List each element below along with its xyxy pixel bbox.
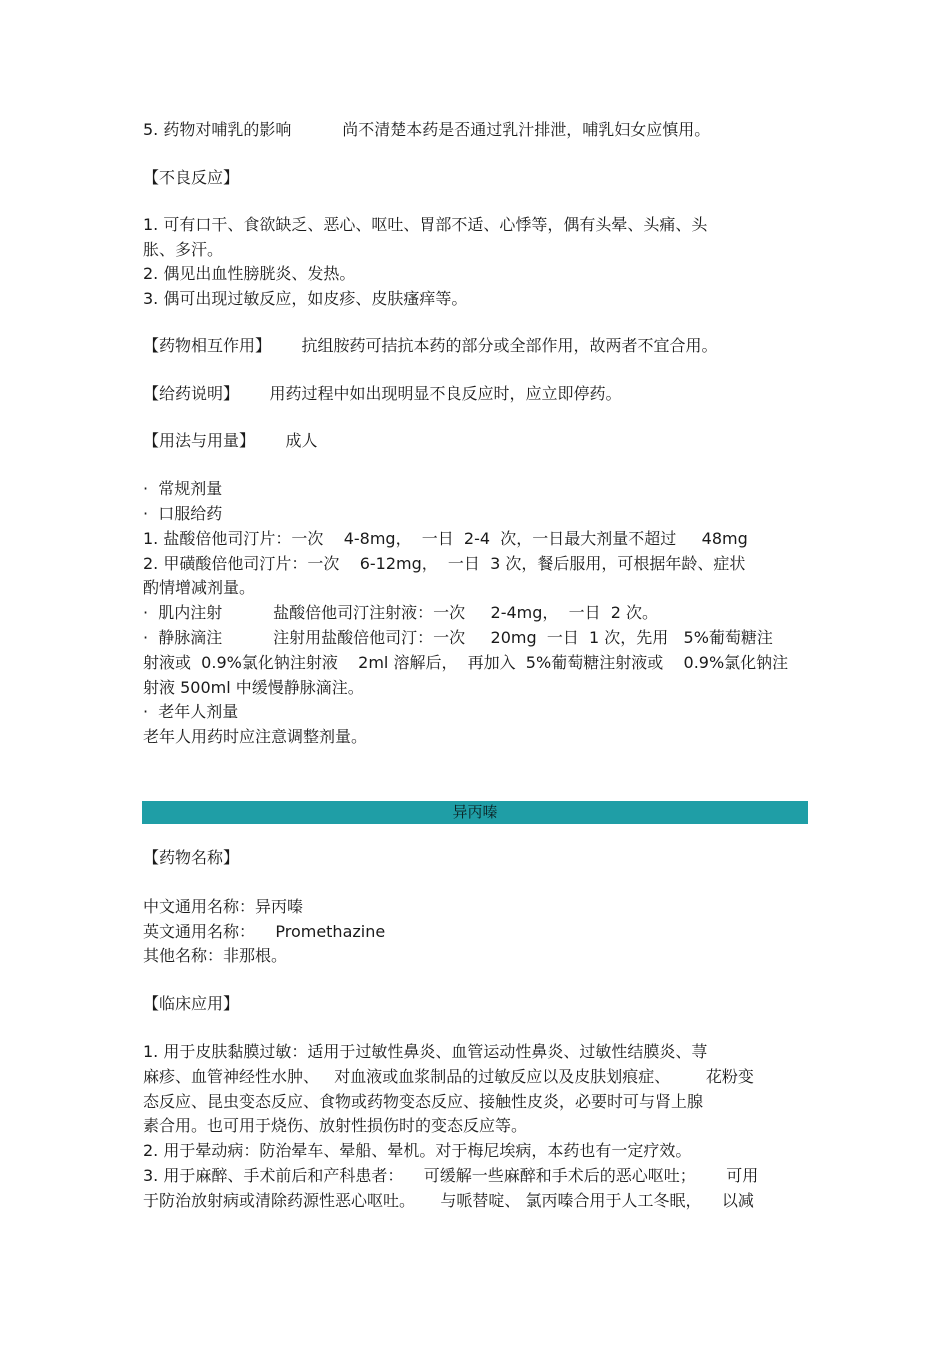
lactation-line: 5. 药物对哺乳的影响 尚不清楚本药是否通过乳汁排泄，哺乳妇女应慎用。 <box>143 120 711 139</box>
adverse-line-3: 3. 偶可出现过敏反应，如皮疹、皮肤瘙痒等。 <box>143 289 468 308</box>
drug-title-banner: 异丙嗪 <box>142 801 808 824</box>
dose-iv-a: · 静脉滴注 注射用盐酸倍他司汀：一次 20mg 一日 1 次，先用 5%葡萄糖注 <box>143 628 773 647</box>
dose-oral-1: 1. 盐酸倍他司汀片：一次 4-8mg， 一日 2-4 次，一日最大剂量不超过 48mg <box>143 529 748 548</box>
dose-elderly-text: 老年人用药时应注意调整剂量。 <box>143 727 368 746</box>
en-name: 英文通用名称： Promethazine <box>143 922 386 941</box>
clinical-3b: 于防治放射病或清除药源性恶心呕吐。 与哌替啶、 氯丙嗪合用于人工冬眠， 以减 <box>143 1191 754 1210</box>
usage-heading: 【用法与用量】 成人 <box>143 431 318 450</box>
clinical-1c: 态反应、昆虫变态反应、食物或药物变态反应、接触性皮炎，必要时可与肾上腺 <box>143 1092 704 1111</box>
clinical-3a: 3. 用于麻醉、手术前后和产科患者： 可缓解一些麻醉和手术后的恶心呕吐； 可用 <box>143 1166 759 1185</box>
adverse-line-2: 2. 偶见出血性膀胱炎、发热。 <box>143 264 356 283</box>
dose-im: · 肌内注射 盐酸倍他司汀注射液：一次 2-4mg， 一日 2 次。 <box>143 603 659 622</box>
dose-oral-2b: 酌情增减剂量。 <box>143 578 256 597</box>
interaction-line: 【药物相互作用】 抗组胺药可拮抗本药的部分或全部作用，故两者不宜合用。 <box>143 336 718 355</box>
dose-oral: · 口服给药 <box>143 504 223 523</box>
adverse-line-1a: 1. 可有口干、食欲缺乏、恶心、呕吐、胃部不适、心悸等，偶有头晕、头痛、头 <box>143 215 708 234</box>
dose-regular: · 常规剂量 <box>143 479 223 498</box>
dose-oral-2a: 2. 甲磺酸倍他司汀片：一次 6-12mg， 一日 3 次，餐后服用，可根据年龄、症状 <box>143 554 746 573</box>
clinical-1b: 麻疹、血管神经性水肿、 对血液或血浆制品的过敏反应以及皮肤划痕症、 花粉变 <box>143 1067 754 1086</box>
dose-iv-b: 射液或 0.9%氯化钠注射液 2ml 溶解后， 再加入 5%葡萄糖注射液或 0.9%氯化钠注 <box>143 653 789 672</box>
admin-note-line: 【给药说明】 用药过程中如出现明显不良反应时，应立即停药。 <box>143 384 622 403</box>
clinical-2: 2. 用于晕动病：防治晕车、晕船、晕机。对于梅尼埃病，本药也有一定疗效。 <box>143 1141 692 1160</box>
clinical-1d: 素合用。也可用于烧伤、放射性损伤时的变态反应等。 <box>143 1116 528 1135</box>
cn-name: 中文通用名称：异丙嗪 <box>143 897 304 916</box>
clinical-heading: 【临床应用】 <box>143 994 240 1013</box>
other-name: 其他名称：非那根。 <box>143 946 288 965</box>
adverse-line-1b: 胀、多汗。 <box>143 240 224 259</box>
dose-iv-c: 射液 500ml 中缓慢静脉滴注。 <box>143 678 364 697</box>
dose-elderly: · 老年人剂量 <box>143 702 239 721</box>
name-heading: 【药物名称】 <box>143 848 240 867</box>
clinical-1a: 1. 用于皮肤黏膜过敏：适用于过敏性鼻炎、血管运动性鼻炎、过敏性结膜炎、荨 <box>143 1042 708 1061</box>
adverse-heading: 【不良反应】 <box>143 168 240 187</box>
